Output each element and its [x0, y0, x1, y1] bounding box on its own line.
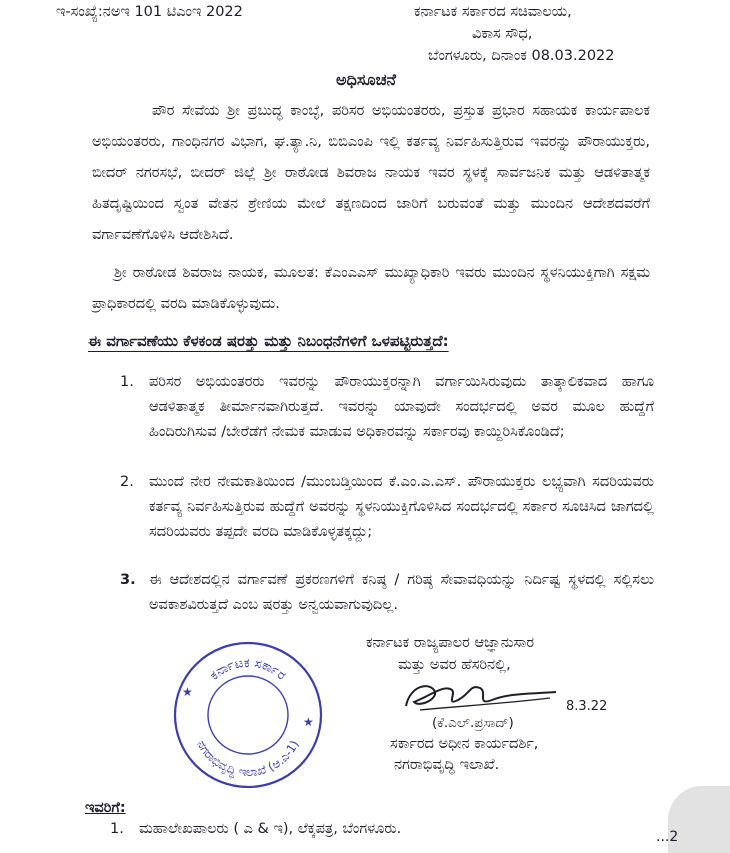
signature-date: 8.3.22 — [566, 699, 608, 714]
place-date: ಬೆಂಗಳೂರು, ದಿನಾಂಕ 08.03.2022 — [428, 48, 615, 64]
condition-number: 1. — [120, 374, 134, 390]
condition-number: 3. — [120, 572, 136, 588]
signatory-designation: ಸರ್ಕಾರದ ಅಧೀನ ಕಾರ್ಯದರ್ಶಿ, — [390, 736, 539, 752]
handwritten-signature — [400, 676, 560, 716]
seal-star-icon: ★ — [303, 715, 314, 729]
body-paragraph-2: ಶ್ರೀ ರಾಠೋಡ ಶಿವರಾಜ ನಾಯಕ, ಮೂಲತ: ಕೆಎಂಎಎಸ್ ಮುಖ್ಯಾಧಿಕಾರಿ ಇವರು ಮುಂದಿನ ಸ್ಥಳನಿಯುಕ್ತಿಗಾಗಿ ಸಕ್ಷಮ ಪ್ರಾಧಿಕಾರದಲ್ಲಿ ವರದಿ ಮಾಡಿಕೊಳ್ಳುವುದು. — [92, 265, 650, 312]
by-order-line-2: ಮತ್ತು ಅವರ ಹೆಸರಿನಲ್ಲಿ, — [398, 657, 511, 673]
office-line-2: ವಿಕಾಸ ಸೌಧ, — [472, 26, 533, 42]
recipients-heading: ಇವರಿಗೆ: — [85, 800, 126, 816]
page-continuation: ...2 — [656, 829, 679, 845]
recipient-text: ಮಹಾಲೇಖಪಾಲರು ( ಎ & ಇ), ಲೆಕ್ಕಪತ್ರ, ಬೆಂಗಳೂರು. — [139, 821, 402, 837]
official-seal — [172, 640, 324, 790]
signatory-name: (ಕೆ.ಎಲ್.ಪ್ರಸಾದ್) — [432, 715, 514, 731]
by-order-line-1: ಕರ್ನಾಟಕ ರಾಜ್ಯಪಾಲರ ಆಜ್ಞಾನುಸಾರ — [366, 635, 535, 651]
signatory-department: ನಗರಾಭಿವೃದ್ಧಿ ಇಲಾಖೆ. — [394, 757, 500, 773]
notification-title: ಅಧಿಸೂಚನೆ — [336, 70, 397, 89]
office-line-1: ಕರ್ನಾಟಕ ಸರ್ಕಾರದ ಸಚಿವಾಲಯ, — [414, 4, 572, 20]
seal-star-icon: ★ — [182, 685, 193, 699]
body-paragraph-1: ಪೌರ ಸೇವೆಯ ಶ್ರೀ ಪ್ರಬುದ್ಧ ಕಾಂಬ್ಳೆ, ಪರಿಸರ ಅಭಿಯಂತರರು, ಪ್ರಸ್ತುತ ಪ್ರಭಾರ ಸಹಾಯಕ ಕಾರ್ಯಪಾಲಕ ಅಭಿಯಂತರರು, ಗಾಂಧಿನಗರ ವಿಭಾಗ, ಘ.ತ್ಯಾ.ನಿ, ಬಿಬಿಎಂಪಿ ಇಲ್ಲಿ ಕರ್ತವ್ಯ ನಿರ್ವಹಿಸುತ್ತಿರುವ ಇವರನ್ನು ಪೌರಾಯುಕ್ತರು, ಬೀದರ್ ನಗರಸಭೆ, ಬೀದರ್ ಜಿಲ್ಲೆ ಶ್ರೀ ರಾಠೋಡ ಶಿವರಾಜ ನಾಯಕ ಇವರ ಸ್ಥಳಕ್ಕೆ ಸಾರ್ವಜನಿಕ ಮತ್ತು ಆಡಳಿತಾತ್ಮಕ ಹಿತದೃಷ್ಟಿಯಿಂದ ಸ್ವಂತ ವೇತನ ಶ್ರೇಣಿಯ ಮೇಲೆ ತಕ್ಷಣದಿಂದ ಜಾರಿಗೆ ಬರುವಂತೆ ಮತ್ತು ಮುಂದಿನ ಆದೇಶದವರೆಗೆ ವರ್ಗಾವಣೆಗೊಳಿಸಿ ಆದೇಶಿಸಿದೆ. — [92, 103, 650, 243]
condition-number: 2. — [120, 474, 134, 490]
seal-bottom-text: ನಗರಾಭಿವೃದ್ಧಿ ಇಲಾಖೆ (ಆ.ಎ-1) — [194, 738, 302, 780]
condition-text: ಪರಿಸರ ಅಭಿಯಂತರರು ಇವರನ್ನು ಪೌರಾಯುಕ್ತರನ್ನಾಗಿ ವರ್ಗಾಯಿಸಿರುವುದು ತಾತ್ಕಾಲಿಕವಾದ ಹಾಗೂ ಆಡಳಿತಾತ್ಮಕ ತೀರ್ಮಾನವಾಗಿರುತ್ತದೆ. ಇವರನ್ನು ಯಾವುದೇ ಸಂದರ್ಭದಲ್ಲಿ ಅವರ ಮೂಲ ಹುದ್ದೆಗೆ ಹಿಂದಿರುಗಿಸುವ /ಬೇರೆಡೆಗೆ ನೇಮಕ ಮಾಡುವ ಅಧಿಕಾರವನ್ನು ಸರ್ಕಾರವು ಕಾಯ್ದಿರಿಸಿಕೊಂಡಿದೆ; — [149, 374, 654, 440]
condition-text: ಮುಂದೆ ನೇರ ನೇಮಕಾತಿಯಿಂದ /ಮುಂಬಡ್ತಿಯಿಂದ ಕೆ.ಎಂ.ಎ.ಎಸ್. ಪೌರಾಯುಕ್ತರು ಲಭ್ಯವಾಗಿ ಸದರಿಯವರು ಕರ್ತವ್ಯ ನಿರ್ವಹಿಸುತ್ತಿರುವ ಹುದ್ದೆಗೆ ಅವರನ್ನು ಸ್ಥಳನಿಯುಕ್ತಿಗೊಳಿಸಿದ ಸಂದರ್ಭದಲ್ಲಿ ಸರ್ಕಾರ ಸೂಚಿಸಿದ ಜಾಗದಲ್ಲಿ ಸದರಿಯವರು ತಪ್ಪದೇ ವರದಿ ಮಾಡಿಕೊಳ್ಳತಕ್ಕದ್ದು; — [149, 474, 654, 540]
condition-text: ಈ ಆದೇಶದಲ್ಲಿನ ವರ್ಗಾವಣೆ ಪ್ರಕರಣಗಳಿಗೆ ಕನಿಷ್ಠ / ಗರಿಷ್ಠ ಸೇವಾವಧಿಯನ್ನು ನಿರ್ದಿಷ್ಟ ಸ್ಥಳದಲ್ಲಿ ಸಲ್ಲಿಸಲು ಅವಕಾಶವಿರುತ್ತದೆ ಎಂಬ ಷರತ್ತು ಅನ್ವಯವಾಗುವುದಿಲ್ಲ. — [149, 572, 654, 613]
file-number: ಇ-ಸಂಖ್ಯೆ:ನಅಇ 101 ಟಿಎಂಇ 2022 — [56, 4, 243, 20]
recipient-number: 1. — [110, 821, 124, 837]
conditions-heading: ಈ ವರ್ಗಾವಣೆಯು ಕೆಳಕಂಡ ಷರತ್ತು ಮತ್ತು ನಿಬಂಧನೆಗಳಿಗೆ ಒಳಪಟ್ಟಿರುತ್ತದೆ: — [88, 332, 449, 350]
seal-top-text: ಕರ್ನಾಟಕ ಸರ್ಕಾರ — [207, 655, 289, 684]
